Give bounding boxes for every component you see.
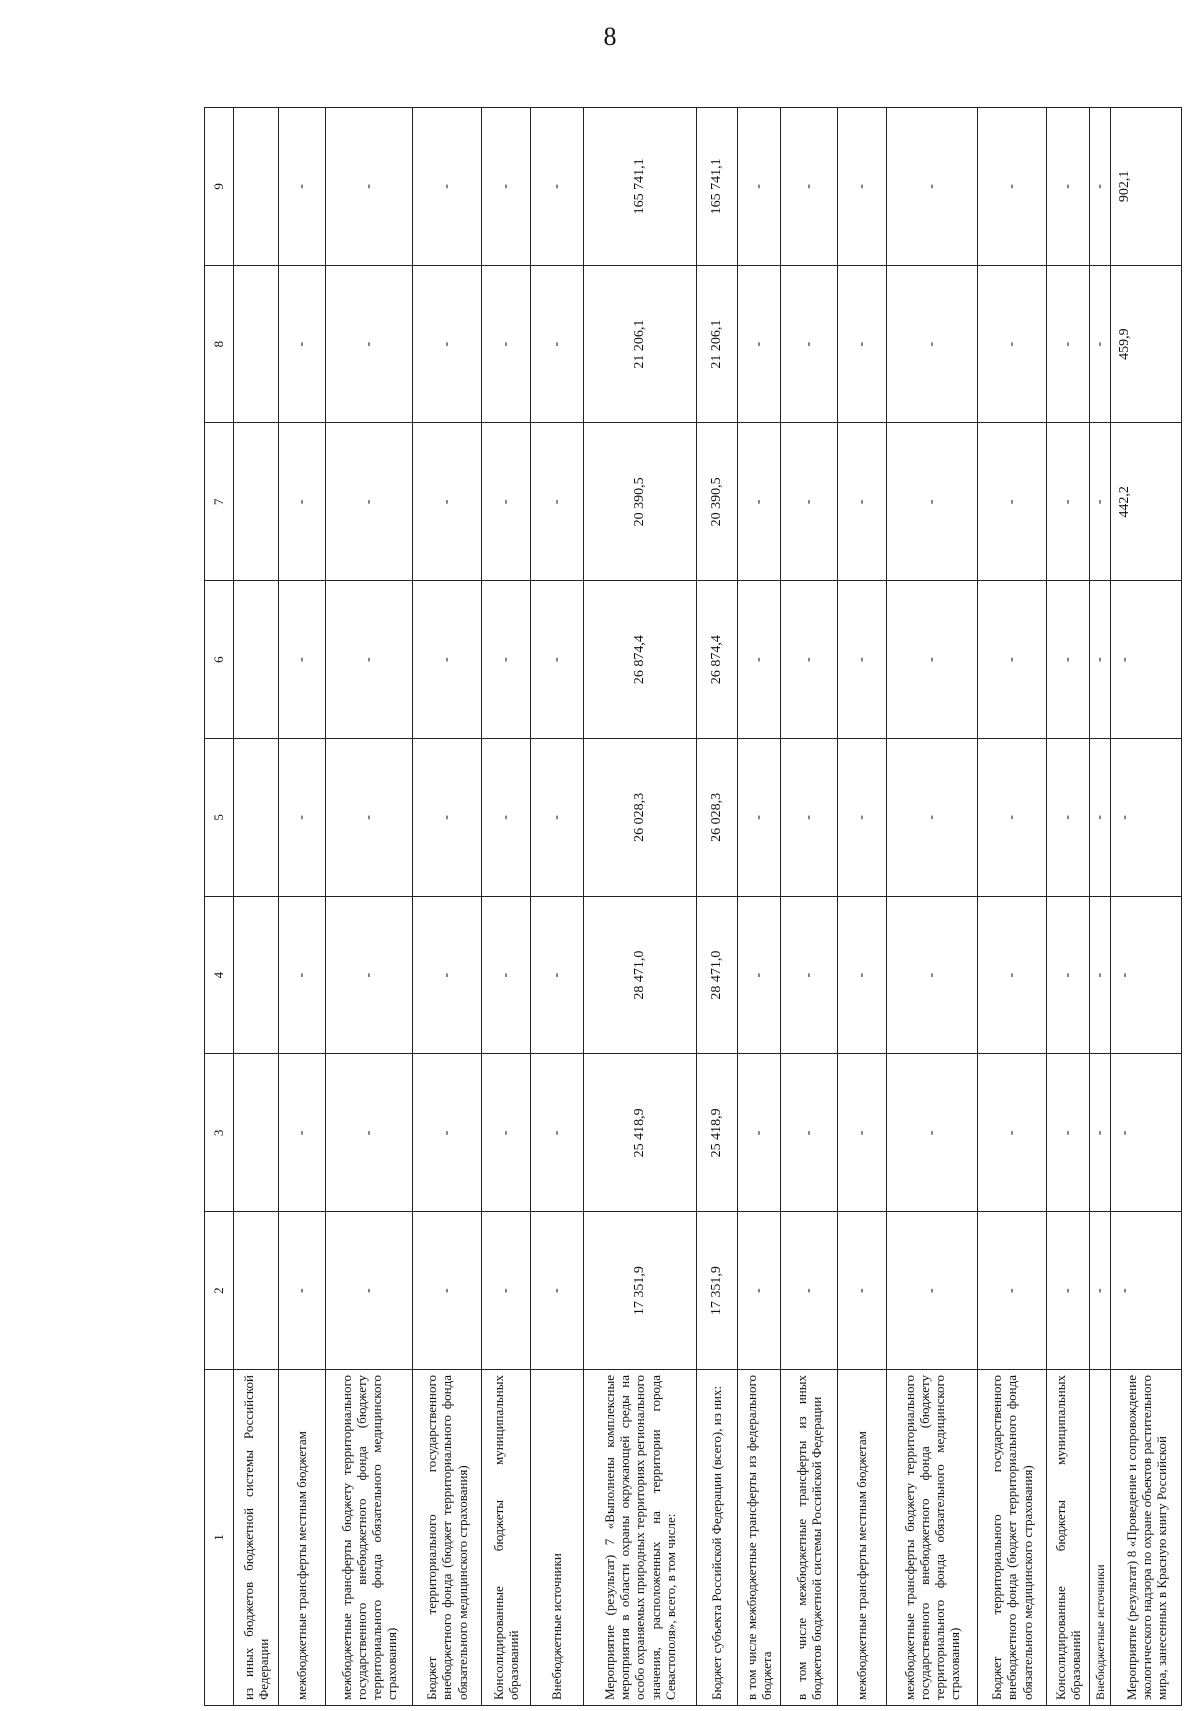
- table-cell: -: [1090, 739, 1111, 897]
- table-cell: -: [1047, 423, 1090, 581]
- column-header: 4: [205, 896, 234, 1054]
- table-cell: -: [781, 265, 838, 423]
- table-cell: 26 874,4: [584, 581, 697, 739]
- row-label: Мероприятие (результат) 8 «Проведение и сопровождение экологического надзора по охране объектов растительного мира, занесенных в Красную книгу Российской: [1111, 1370, 1182, 1706]
- row-label: межбюджетные трансферты местным бюджетам: [838, 1370, 887, 1706]
- table-cell: -: [279, 108, 326, 266]
- table-cell: -: [738, 108, 781, 266]
- table-cell: -: [978, 108, 1047, 266]
- table-cell: -: [1047, 108, 1090, 266]
- table-cell: 26 028,3: [697, 739, 738, 897]
- table-row: [326, 108, 413, 1706]
- table-cell: -: [413, 896, 482, 1054]
- table-cell: -: [781, 108, 838, 266]
- table-cell: -: [1090, 108, 1111, 266]
- table-cell: -: [531, 739, 584, 897]
- table-cell: [234, 108, 279, 266]
- table-cell: 25 418,9: [697, 1054, 738, 1212]
- table-cell: -: [738, 896, 781, 1054]
- table-cell: -: [738, 581, 781, 739]
- table-cell: -: [326, 896, 413, 1054]
- table-cell: [234, 1212, 279, 1370]
- table-cell: -: [326, 1212, 413, 1370]
- table-cell: -: [531, 265, 584, 423]
- row-label: межбюджетные трансферты местным бюджетам: [279, 1370, 326, 1706]
- table-cell: 459,9: [1111, 265, 1182, 423]
- table-cell: -: [1047, 896, 1090, 1054]
- table-cell: -: [1090, 896, 1111, 1054]
- table-cell: -: [531, 896, 584, 1054]
- table-cell: -: [1111, 739, 1182, 897]
- table-cell: [234, 739, 279, 897]
- table-cell: -: [838, 739, 887, 897]
- table-row: [838, 108, 887, 1706]
- row-label: межбюджетные трансферты бюджету территориального государственного внебюджетного фонда (бюджету территориального фонда обязательного медицинского страхования): [326, 1370, 413, 1706]
- row-label: в том числе межбюджетные трансферты из федерального бюджета: [738, 1370, 781, 1706]
- table-cell: 442,2: [1111, 423, 1182, 581]
- table-cell: -: [887, 1054, 978, 1212]
- table-cell: -: [887, 108, 978, 266]
- table-cell: -: [781, 1054, 838, 1212]
- table-cell: -: [413, 423, 482, 581]
- table-cell: -: [738, 1054, 781, 1212]
- table-cell: -: [781, 739, 838, 897]
- table-cell: 21 206,1: [584, 265, 697, 423]
- row-label: Мероприятие (результат) 7 «Выполнены комплексные мероприятия в области охраны окружающей среды на особо охраняемых природных территориях регионального значения, расположенных на территории города Севастополя», всего, в том числе:: [584, 1370, 697, 1706]
- table-cell: -: [978, 1054, 1047, 1212]
- column-header: 1: [205, 1370, 234, 1706]
- table-cell: 28 471,0: [697, 896, 738, 1054]
- table-cell: [234, 423, 279, 581]
- table-cell: [234, 1054, 279, 1212]
- table-cell: -: [838, 1212, 887, 1370]
- table-cell: -: [413, 265, 482, 423]
- table-cell: -: [531, 108, 584, 266]
- table-cell: 25 418,9: [584, 1054, 697, 1212]
- table-cell: 165 741,1: [697, 108, 738, 266]
- table-cell: -: [482, 108, 531, 266]
- table-cell: [234, 265, 279, 423]
- table-row: [738, 108, 781, 1706]
- table-cell: -: [838, 423, 887, 581]
- table-row: [697, 108, 738, 1706]
- table-cell: 20 390,5: [697, 423, 738, 581]
- table-cell: -: [1090, 423, 1111, 581]
- table-cell: -: [738, 739, 781, 897]
- table-cell: -: [482, 1212, 531, 1370]
- table-cell: -: [738, 265, 781, 423]
- table-cell: -: [1090, 1054, 1111, 1212]
- table-cell: -: [1090, 1212, 1111, 1370]
- table-cell: -: [887, 896, 978, 1054]
- table-cell: -: [1047, 739, 1090, 897]
- table-cell: -: [326, 739, 413, 897]
- table-cell: 28 471,0: [584, 896, 697, 1054]
- table-cell: -: [1047, 581, 1090, 739]
- table-cell: -: [1111, 896, 1182, 1054]
- table-cell: -: [482, 1054, 531, 1212]
- table-cell: -: [978, 1212, 1047, 1370]
- table-cell: -: [413, 108, 482, 266]
- table-cell: -: [279, 423, 326, 581]
- table-cell: -: [887, 265, 978, 423]
- table-row: [279, 108, 326, 1706]
- table-cell: -: [531, 1054, 584, 1212]
- table-cell: -: [482, 896, 531, 1054]
- table-row: [482, 108, 531, 1706]
- table-row: [887, 108, 978, 1706]
- row-label: Бюджет субъекта Российской Федерации (всего), из них:: [697, 1370, 738, 1706]
- table-row: [1111, 108, 1182, 1706]
- table-row: [234, 108, 279, 1706]
- table-cell: -: [781, 423, 838, 581]
- row-label: Бюджет территориального государственного внебюджетного фонда (бюджет территориального фонда обязательного медицинского страхования): [413, 1370, 482, 1706]
- table-cell: -: [326, 108, 413, 266]
- table-cell: -: [413, 1054, 482, 1212]
- table-cell: 165 741,1: [584, 108, 697, 266]
- row-label: Бюджет территориального государственного внебюджетного фонда (бюджет территориального фонда обязательного медицинского страхования): [978, 1370, 1047, 1706]
- table-cell: -: [838, 1054, 887, 1212]
- table-cell: -: [279, 581, 326, 739]
- table-cell: -: [279, 739, 326, 897]
- table-row: [978, 108, 1047, 1706]
- table-cell: -: [482, 265, 531, 423]
- column-header: 5: [205, 739, 234, 897]
- table-cell: -: [738, 423, 781, 581]
- table-cell: -: [978, 739, 1047, 897]
- table-cell: -: [279, 1212, 326, 1370]
- table-row: [1047, 108, 1090, 1706]
- column-header: 9: [205, 108, 234, 266]
- table-cell: -: [413, 581, 482, 739]
- table-cell: -: [279, 1054, 326, 1212]
- table-cell: -: [326, 581, 413, 739]
- table-cell: -: [978, 423, 1047, 581]
- table-cell: -: [279, 265, 326, 423]
- table-cell: -: [531, 423, 584, 581]
- table-cell: -: [1047, 1212, 1090, 1370]
- table-cell: -: [482, 423, 531, 581]
- table-cell: 26 028,3: [584, 739, 697, 897]
- table-cell: -: [978, 896, 1047, 1054]
- table-container: [204, 108, 1169, 1708]
- table-row: [584, 108, 697, 1706]
- row-label: Консолидированные бюджеты муниципальных образований: [482, 1370, 531, 1706]
- table-row: [1090, 108, 1111, 1706]
- row-label: Внебюджетные источники: [531, 1370, 584, 1706]
- table-cell: [234, 896, 279, 1054]
- rotated-table-frame: [204, 108, 1169, 1706]
- row-label: Внебюджетные источники: [1090, 1370, 1111, 1706]
- table-cell: -: [887, 423, 978, 581]
- table-cell: 26 874,4: [697, 581, 738, 739]
- table-cell: -: [838, 896, 887, 1054]
- table-cell: -: [1111, 1212, 1182, 1370]
- column-header: 7: [205, 423, 234, 581]
- row-label: межбюджетные трансферты бюджету территориального государственного внебюджетного фонда (бюджету территориального фонда обязательного медицинского страхования): [887, 1370, 978, 1706]
- column-header: 6: [205, 581, 234, 739]
- table-cell: -: [413, 739, 482, 897]
- table-cell: -: [781, 896, 838, 1054]
- column-header: 3: [205, 1054, 234, 1212]
- table-cell: -: [838, 581, 887, 739]
- table-cell: [234, 581, 279, 739]
- table-cell: 20 390,5: [584, 423, 697, 581]
- table-cell: -: [781, 1212, 838, 1370]
- table-row: [781, 108, 838, 1706]
- column-header: 2: [205, 1212, 234, 1370]
- table-cell: -: [838, 265, 887, 423]
- table-cell: -: [482, 581, 531, 739]
- table-cell: -: [531, 1212, 584, 1370]
- table-cell: -: [1090, 581, 1111, 739]
- table-cell: -: [887, 581, 978, 739]
- table-cell: 17 351,9: [697, 1212, 738, 1370]
- table-cell: -: [887, 739, 978, 897]
- table-cell: -: [1047, 265, 1090, 423]
- table-cell: -: [482, 739, 531, 897]
- row-label: Консолидированные бюджеты муниципальных образований: [1047, 1370, 1090, 1706]
- table-cell: -: [326, 265, 413, 423]
- table-cell: -: [531, 581, 584, 739]
- header-row: [205, 108, 234, 1706]
- table-cell: 902,1: [1111, 108, 1182, 266]
- table-row: [413, 108, 482, 1706]
- table-cell: -: [781, 581, 838, 739]
- table-cell: -: [1047, 1054, 1090, 1212]
- table-cell: -: [738, 1212, 781, 1370]
- table-cell: -: [978, 581, 1047, 739]
- table-cell: -: [326, 423, 413, 581]
- table-cell: -: [279, 896, 326, 1054]
- table-cell: -: [413, 1212, 482, 1370]
- column-header: 8: [205, 265, 234, 423]
- table-cell: -: [1111, 581, 1182, 739]
- row-label: из иных бюджетов бюджетной системы Российской Федерации: [234, 1370, 279, 1706]
- table-cell: -: [1090, 265, 1111, 423]
- row-label: в том числе межбюджетные трансферты из иных бюджетов бюджетной системы Российской Федерации: [781, 1370, 838, 1706]
- page-number: 8: [603, 22, 617, 51]
- table-cell: -: [887, 1212, 978, 1370]
- table-cell: -: [978, 265, 1047, 423]
- table-cell: -: [326, 1054, 413, 1212]
- table-cell: -: [1111, 1054, 1182, 1212]
- budget-table: [204, 107, 1182, 1706]
- table-cell: -: [838, 108, 887, 266]
- table-cell: 17 351,9: [584, 1212, 697, 1370]
- table-cell: 21 206,1: [697, 265, 738, 423]
- table-row: [531, 108, 584, 1706]
